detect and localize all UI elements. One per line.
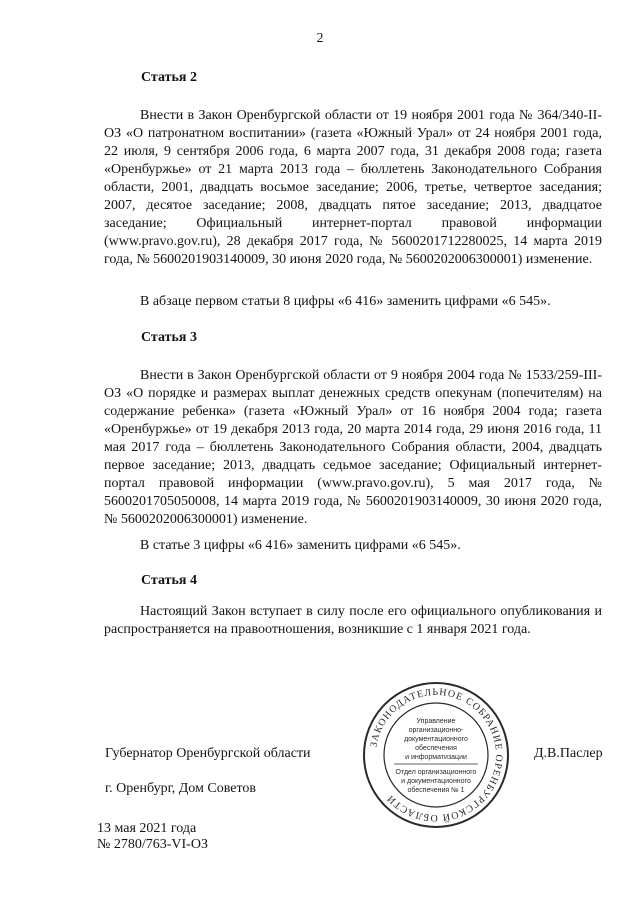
article-4-heading: Статья 4 <box>141 573 197 588</box>
page-number: 2 <box>316 31 324 46</box>
seal-line: документационного <box>404 736 468 743</box>
article-3-body: Внести в Закон Оренбургской области от 9 ноября 2004 года № 1533/259-III-ОЗ «О порядке и размерах выплат денежных средств опекунам (попечителям) на содержание ребенка» (газета «Южный Урал» от 16 ноября 2004 года; газета «Оренбуржье» от 19 декабря 2013 года, 20 марта 2014 года, 29 июня 2016 года, 11 мая 2017 года – бюллетень Законодательного Собрания области, 2004, двадцать первое заседание; 2013, двадцать седьмое заседание; Официальный интернет-портал правовой информации (www.pravo.gov.ru), 5 мая 2017 года, № 5600201705050008, 14 марта 2019 года, № 5600201903140009, 30 июня 2020 года, № 5600202006300001) изменение. <box>104 368 602 527</box>
article-4-body: Настоящий Закон вступает в силу после его официального опубликования и распространяется на правоотношения, возникшие с 1 января 2021 года. <box>104 604 602 637</box>
signatory-title: Губернатор Оренбургской области <box>105 746 311 761</box>
seal-line: организационно- <box>408 727 464 734</box>
official-seal <box>362 681 510 829</box>
article-2-body: Внести в Закон Оренбургской области от 19 ноября 2001 года № 364/340-II-ОЗ «О патронатном воспитании» (газета «Южный Урал» от 24 ноября 2001 года, 22 июля, 9 сентября 2006 года, 6 марта 2007 года, 31 декабря 2008 года; газета «Оренбуржье» от 21 марта 2013 года – бюллетень Законодательного Собрания области, 2001, двадцать восьмое заседание; 2006, третье, четвертое заседания; 2007, десятое заседание; 2008, двадцать пятое заседание; 2013, двадцатое заседание; Официальный интернет-портал правовой информации (www.pravo.gov.ru), 28 декабря 2017 года, № 5600201712280025, 14 марта 2019 года, № 5600201903140009, 30 июня 2020 года, № 5600202006300001) изменение. <box>104 108 602 267</box>
article-2-heading: Статья 2 <box>141 70 197 85</box>
law-date: 13 мая 2021 года <box>97 821 197 836</box>
signatory-name: Д.В.Паслер <box>534 746 603 761</box>
seal-line: обеспечения <box>415 745 457 752</box>
law-number: № 2780/763-VI-ОЗ <box>97 837 208 852</box>
seal-ring-text: ЗАКОНОДАТЕЛЬНОЕ СОБРАНИЕ ОРЕНБУРГСКОЙ ОБЛАСТИ <box>368 686 505 824</box>
article-3-change: В статье 3 цифры «6 416» заменить цифрами «6 545». <box>140 538 461 553</box>
seal-line: и информатизации <box>405 754 467 761</box>
seal-line: Отдел организационного <box>395 769 477 776</box>
article-3-heading: Статья 3 <box>141 330 197 345</box>
seal-line: обеспечения № 1 <box>407 787 465 794</box>
seal-line: Управление <box>416 718 456 725</box>
signing-place: г. Оренбург, Дом Советов <box>105 781 256 796</box>
seal-line: и документационного <box>401 778 471 785</box>
article-2-change: В абзаце первом статьи 8 цифры «6 416» заменить цифрами «6 545». <box>140 294 551 309</box>
